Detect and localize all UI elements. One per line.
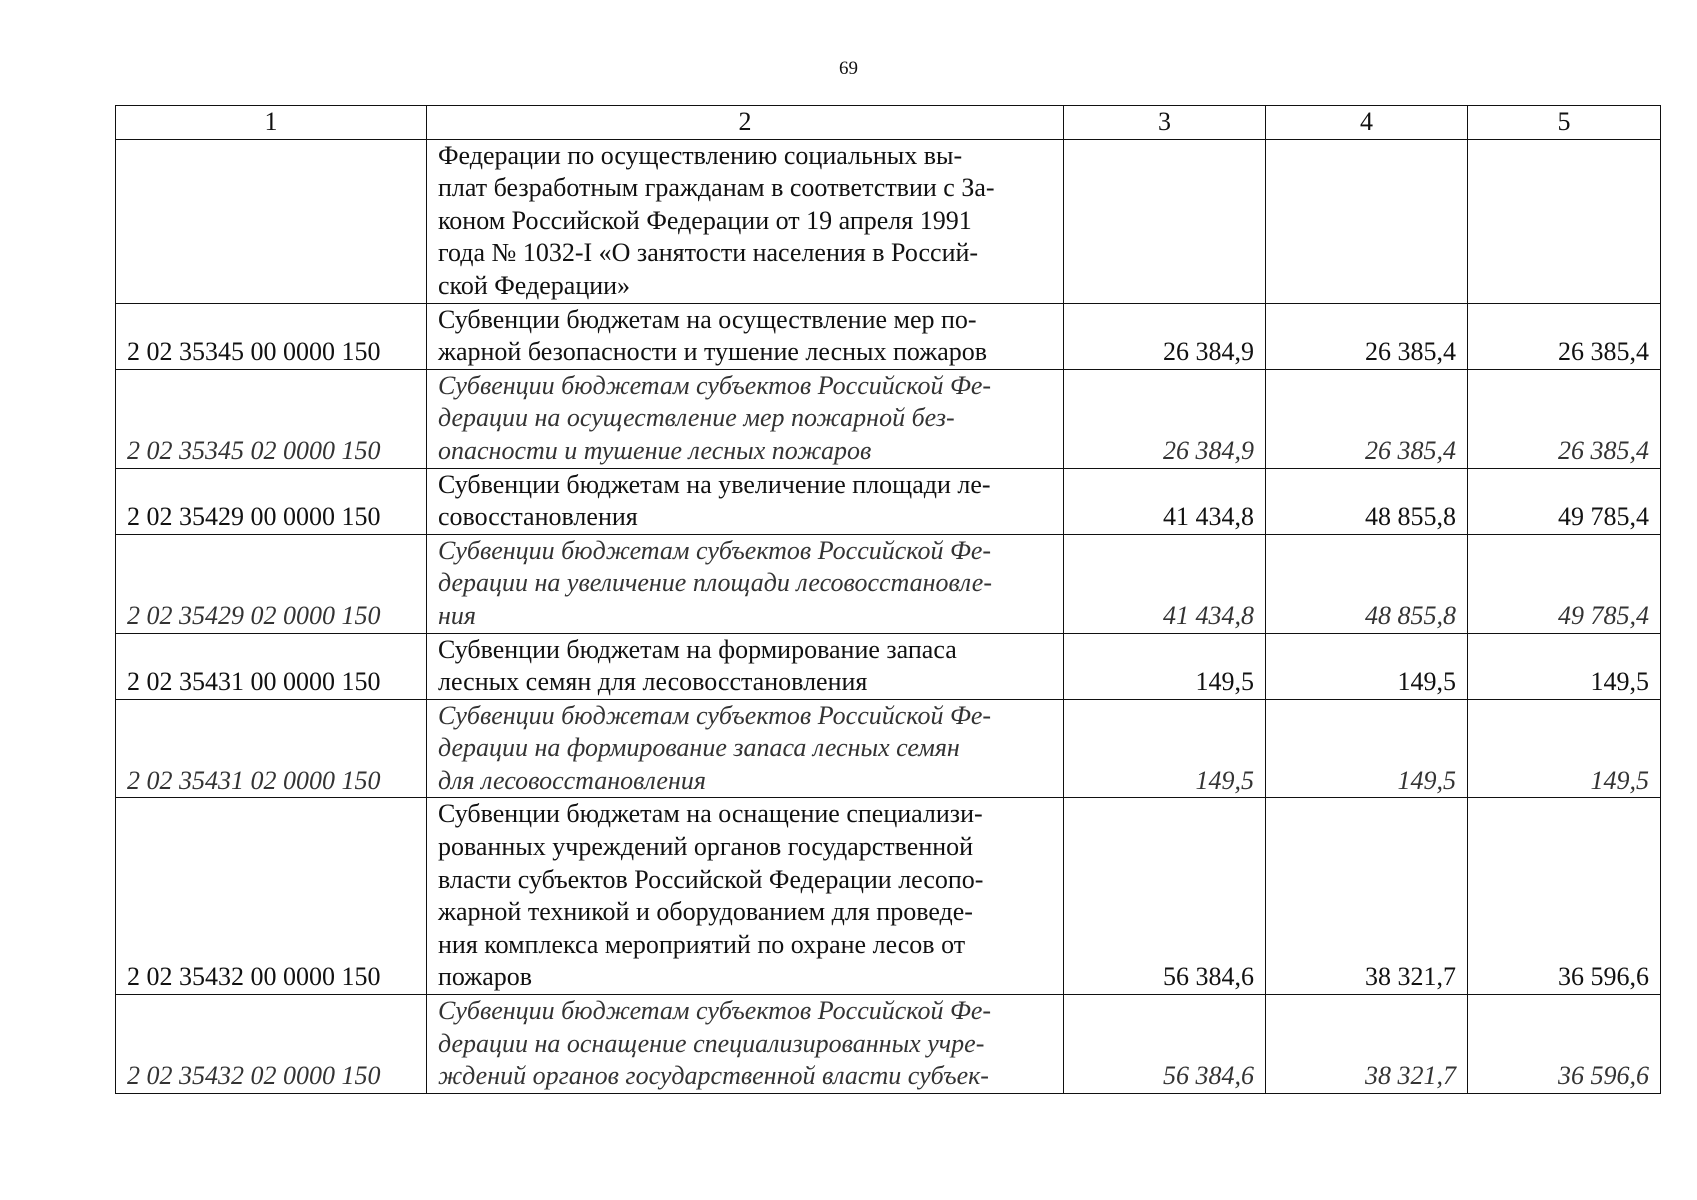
column-header-4: 4 [1266,106,1468,140]
row-value-col5: 26 385,4 [1468,369,1661,468]
description-line: для лесовосстановления [438,765,706,795]
row-description-cell [427,995,1064,1094]
description-line: Субвенции бюджетам субъектов Российской Фе- [438,700,992,730]
row-code-cell: 2 02 35432 02 0000 150 [116,995,427,1094]
description-line: ждений органов государственной власти субъек- [438,1061,989,1091]
row-description-cell [427,534,1064,633]
row-value-col3: 149,5 [1064,699,1266,798]
row-value-col5: 49 785,4 [1468,468,1661,534]
description-line: пожаров [438,962,533,992]
description-line: совосстановления [438,502,638,532]
row-description-cell [427,468,1064,534]
row-value-col3: 56 384,6 [1064,995,1266,1094]
table-row [116,303,1661,369]
description-line: Субвенции бюджетам субъектов Российской Фе- [438,535,992,565]
description-line: коном Российской Федерации от 19 апреля 1991 [438,205,972,235]
row-code-cell: 2 02 35345 00 0000 150 [116,303,427,369]
table-header-row [116,106,1661,140]
description-line: жарной безопасности и тушение лесных пожаров [438,337,988,367]
table-row [116,468,1661,534]
row-code-cell: 2 02 35429 02 0000 150 [116,534,427,633]
row-value-col3: 41 434,8 [1064,468,1266,534]
row-value-col5: 149,5 [1468,699,1661,798]
row-value-col4 [1266,139,1468,303]
row-code-cell: 2 02 35432 00 0000 150 [116,798,427,995]
row-value-col3: 149,5 [1064,633,1266,699]
table-body [116,139,1661,1093]
row-value-col4: 149,5 [1266,633,1468,699]
row-value-col5: 49 785,4 [1468,534,1661,633]
description-line: дерации на осуществление мер пожарной без- [438,403,955,433]
description-line: ской Федерации» [438,270,631,300]
description-line: власти субъектов Российской Федерации лесопо- [438,864,984,894]
row-code-cell: 2 02 35431 02 0000 150 [116,699,427,798]
description-line: Субвенции бюджетам на оснащение специализи- [438,799,983,829]
row-value-col5: 36 596,6 [1468,798,1661,995]
description-line: Субвенции бюджетам на осуществление мер по- [438,304,977,334]
description-line: опасности и тушение лесных пожаров [438,435,872,465]
description-line: Федерации по осуществлению социальных вы- [438,140,963,170]
description-line: дерации на оснащение специализированных учре- [438,1028,985,1058]
column-header-1: 1 [116,106,427,140]
column-header-3: 3 [1064,106,1266,140]
row-description-cell [427,699,1064,798]
description-line: ния комплекса мероприятий по охране лесов от [438,929,966,959]
description-line: рованных учреждений органов государственной [438,832,974,862]
row-value-col5: 36 596,6 [1468,995,1661,1094]
row-value-col5: 149,5 [1468,633,1661,699]
row-code-cell: 2 02 35429 00 0000 150 [116,468,427,534]
row-code-cell: 2 02 35345 02 0000 150 [116,369,427,468]
row-value-col3: 41 434,8 [1064,534,1266,633]
row-description-cell [427,798,1064,995]
description-line: Субвенции бюджетам на увеличение площади ле- [438,469,991,499]
row-value-col4: 48 855,8 [1266,534,1468,633]
table-row [116,369,1661,468]
table-row [116,633,1661,699]
description-line: Субвенции бюджетам на формирование запаса [438,634,957,664]
row-value-col4: 26 385,4 [1266,303,1468,369]
budget-table [115,105,1661,1094]
description-line: года № 1032-I «О занятости населения в Россий- [438,238,979,268]
row-value-col3: 26 384,9 [1064,369,1266,468]
row-value-col4: 48 855,8 [1266,468,1468,534]
description-line: плат безработным гражданам в соответствии с За- [438,173,995,203]
description-line: ния [438,600,476,630]
description-line: лесных семян для лесовосстановления [438,667,868,697]
row-description-cell [427,303,1064,369]
row-value-col5 [1468,139,1661,303]
table-row [116,139,1661,303]
table-row [116,798,1661,995]
row-value-col5: 26 385,4 [1468,303,1661,369]
row-code-cell: 2 02 35431 00 0000 150 [116,633,427,699]
row-value-col4: 38 321,7 [1266,798,1468,995]
row-code-cell [116,139,427,303]
table-row [116,995,1661,1094]
row-value-col3: 26 384,9 [1064,303,1266,369]
description-line: жарной техникой и оборудованием для проведе- [438,897,973,927]
row-value-col3 [1064,139,1266,303]
description-line: Субвенции бюджетам субъектов Российской Фе- [438,370,992,400]
column-header-5: 5 [1468,106,1661,140]
table-row [116,699,1661,798]
row-value-col4: 149,5 [1266,699,1468,798]
table-row [116,534,1661,633]
description-line: Субвенции бюджетам субъектов Российской Фе- [438,996,992,1026]
description-line: дерации на формирование запаса лесных семян [438,733,960,763]
row-description-cell [427,633,1064,699]
row-description-cell [427,369,1064,468]
column-header-2: 2 [427,106,1064,140]
page-number: 69 [839,58,858,79]
row-value-col3: 56 384,6 [1064,798,1266,995]
row-value-col4: 38 321,7 [1266,995,1468,1094]
row-description-cell [427,139,1064,303]
description-line: дерации на увеличение площади лесовосстановле- [438,568,992,598]
row-value-col4: 26 385,4 [1266,369,1468,468]
